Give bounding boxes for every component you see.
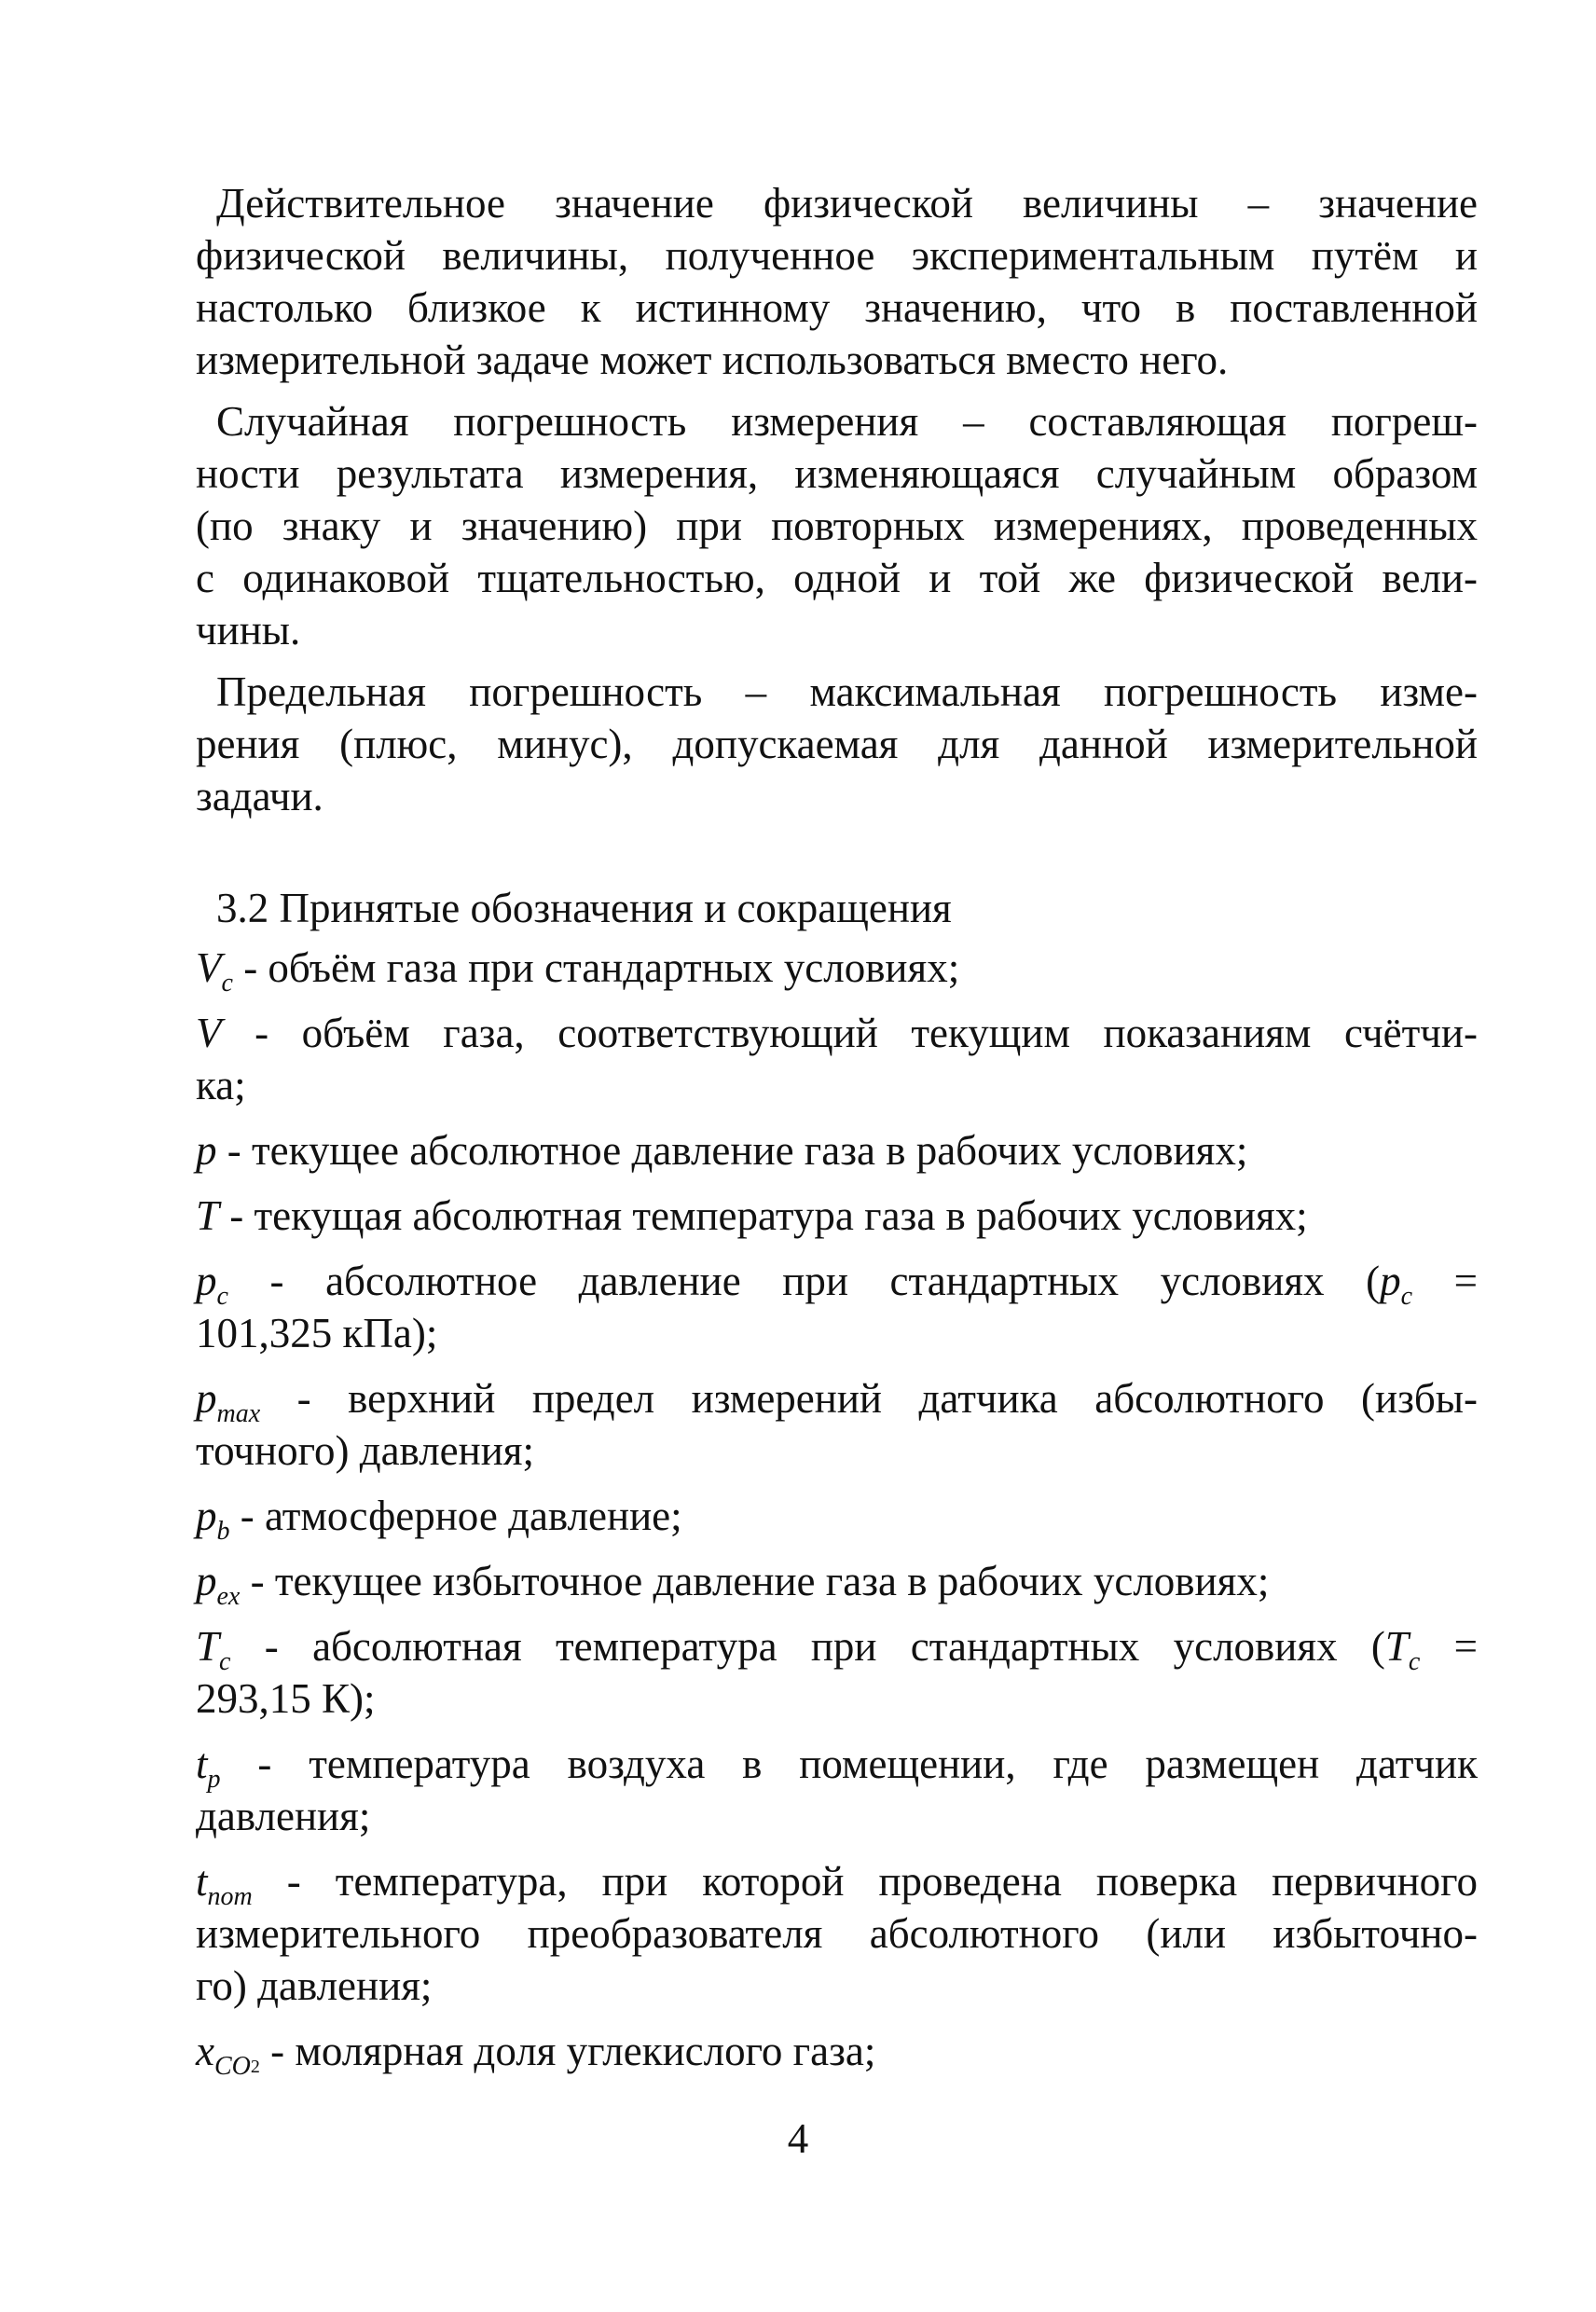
definition-item xyxy=(196,1490,1478,1546)
symbol-subscript-index: 2 xyxy=(250,2057,260,2077)
symbol: p xyxy=(196,1375,217,1422)
symbol-subscript: b xyxy=(216,1517,230,1546)
text-line: ности результата измерения, изменяющаяся случайным образом xyxy=(196,450,1478,497)
paragraph-random-error xyxy=(196,395,1478,656)
text-line: с одинаковой тщательностью, одной и той же физической вели- xyxy=(196,555,1478,601)
definition-item xyxy=(196,1255,1478,1359)
definition-text: - абсолютное давление при стандартных условиях ( xyxy=(269,1258,1381,1304)
text-line: Действительное значение физической величины – значение xyxy=(216,180,1478,227)
definition-text: го) давления; xyxy=(196,1962,433,2009)
inline-symbol: p xyxy=(1380,1258,1401,1304)
definition-line xyxy=(196,1007,1478,1059)
definition-line xyxy=(196,1620,1479,1676)
symbol: p xyxy=(196,1258,217,1304)
paragraph-actual-value xyxy=(196,177,1478,386)
definition-text: точного) давления; xyxy=(196,1427,535,1474)
inline-equals: = xyxy=(1412,1258,1478,1304)
definition-text: - температура, при которой проведена поверка первичного xyxy=(286,1858,1479,1905)
definition-line xyxy=(196,1255,1478,1311)
symbol: p xyxy=(196,1127,217,1174)
text-line: задачи. xyxy=(196,773,323,819)
definition-line xyxy=(196,1307,1478,1359)
definition-line xyxy=(196,1738,1479,1794)
inline-symbol: T xyxy=(1384,1623,1409,1670)
definition-line xyxy=(196,1960,1478,2012)
definition-line xyxy=(196,1190,1478,1242)
symbol: t xyxy=(196,1741,208,1787)
definition-text: - объём газа, соответствующий текущим показаниям счётчи- xyxy=(255,1010,1478,1056)
definition-line xyxy=(196,1490,1478,1546)
symbol: t xyxy=(196,1858,208,1905)
symbol-subscript: пот xyxy=(207,1882,253,1911)
paragraph-limit-error xyxy=(196,666,1478,822)
symbol: T xyxy=(196,1192,220,1239)
symbol: V xyxy=(196,1010,222,1056)
definition-text: - атмосферное давление; xyxy=(240,1493,682,1539)
symbol-subscript: p xyxy=(207,1765,221,1794)
definition-item xyxy=(196,1620,1478,1725)
definition-text: - абсолютная температура при стандартных условиях ( xyxy=(264,1623,1385,1670)
text-line: физической величины, полученное экспериментальным путём и xyxy=(196,232,1478,279)
definition-line xyxy=(196,1555,1478,1611)
text-line: рения (плюс, минус), допускаемая для данной измерительной xyxy=(196,721,1478,767)
symbol: p xyxy=(196,1493,217,1539)
definition-item xyxy=(196,1007,1478,1111)
symbol: x xyxy=(196,2028,214,2074)
definition-line xyxy=(196,2025,1478,2081)
inline-equals: = xyxy=(1420,1623,1479,1670)
document-page xyxy=(196,177,1478,2090)
definition-text: - молярная доля углекислого газа; xyxy=(270,2028,876,2074)
definition-line xyxy=(196,1124,1478,1177)
definition-text: - объём газа при стандартных условиях; xyxy=(243,944,960,991)
text-line: (по знаку и значению) при повторных измерениях, проведенных xyxy=(196,502,1478,549)
definition-item xyxy=(196,1738,1478,1842)
definition-text: 101,325 кПа); xyxy=(196,1310,438,1356)
symbol-subscript: ex xyxy=(216,1582,241,1611)
definition-line xyxy=(196,1372,1479,1428)
page-number: 4 xyxy=(787,2115,809,2162)
definition-line xyxy=(196,1855,1479,1911)
definition-line xyxy=(196,1790,1478,1842)
text-line: измерительной задаче может использоваться вместо него. xyxy=(196,337,1229,383)
inline-symbol-subscript: c xyxy=(1408,1647,1421,1676)
inline-symbol-subscript: c xyxy=(1400,1282,1413,1311)
symbol-subscript: c xyxy=(219,1647,231,1676)
definition-text: - температура воздуха в помещении, где размещен датчик xyxy=(257,1741,1479,1787)
symbol-subscript: CO xyxy=(213,2052,251,2081)
definition-line xyxy=(196,1672,1478,1725)
symbol-subscript: c xyxy=(221,969,233,998)
definition-text: - верхний предел измерений датчика абсолютного (избы- xyxy=(296,1375,1479,1422)
definition-text: давления; xyxy=(196,1793,371,1839)
definition-line xyxy=(196,1424,1478,1477)
symbol-subscript: max xyxy=(216,1399,261,1428)
definition-text: ка; xyxy=(196,1062,246,1108)
definition-item xyxy=(196,1124,1478,1177)
definition-item xyxy=(196,1372,1478,1477)
definition-text: 293,15 К); xyxy=(196,1675,376,1722)
section-heading: 3.2 Принятые обозначения и сокращения xyxy=(216,885,952,931)
text-line: Предельная погрешность – максимальная погрешность изме- xyxy=(216,668,1478,715)
definition-text: - текущее абсолютное давление газа в рабочих условиях; xyxy=(227,1127,1248,1174)
definition-item xyxy=(196,2025,1478,2081)
symbol-subscript: c xyxy=(216,1282,228,1311)
definition-item xyxy=(196,1555,1478,1611)
symbol: T xyxy=(196,1623,220,1670)
definition-item xyxy=(196,942,1478,998)
definition-text: измерительного преобразователя абсолютного (или избыточно- xyxy=(196,1910,1478,1957)
text-line: настолько близкое к истинному значению, что в поставленной xyxy=(196,284,1478,331)
definition-item xyxy=(196,1190,1478,1242)
definition-line xyxy=(196,1059,1478,1111)
text-line: чины. xyxy=(196,607,301,654)
definition-line xyxy=(196,942,1478,998)
definitions-list xyxy=(196,942,1479,2081)
definition-item xyxy=(196,1855,1478,2012)
symbol: V xyxy=(196,944,222,991)
definition-text: - текущее избыточное давление газа в рабочих условиях; xyxy=(250,1558,1270,1604)
definition-text: - текущая абсолютная температура газа в рабочих условиях; xyxy=(229,1192,1308,1239)
definition-line xyxy=(196,1907,1478,1960)
text-line: Случайная погрешность измерения – составляющая погреш- xyxy=(216,398,1478,445)
symbol: p xyxy=(196,1558,217,1604)
